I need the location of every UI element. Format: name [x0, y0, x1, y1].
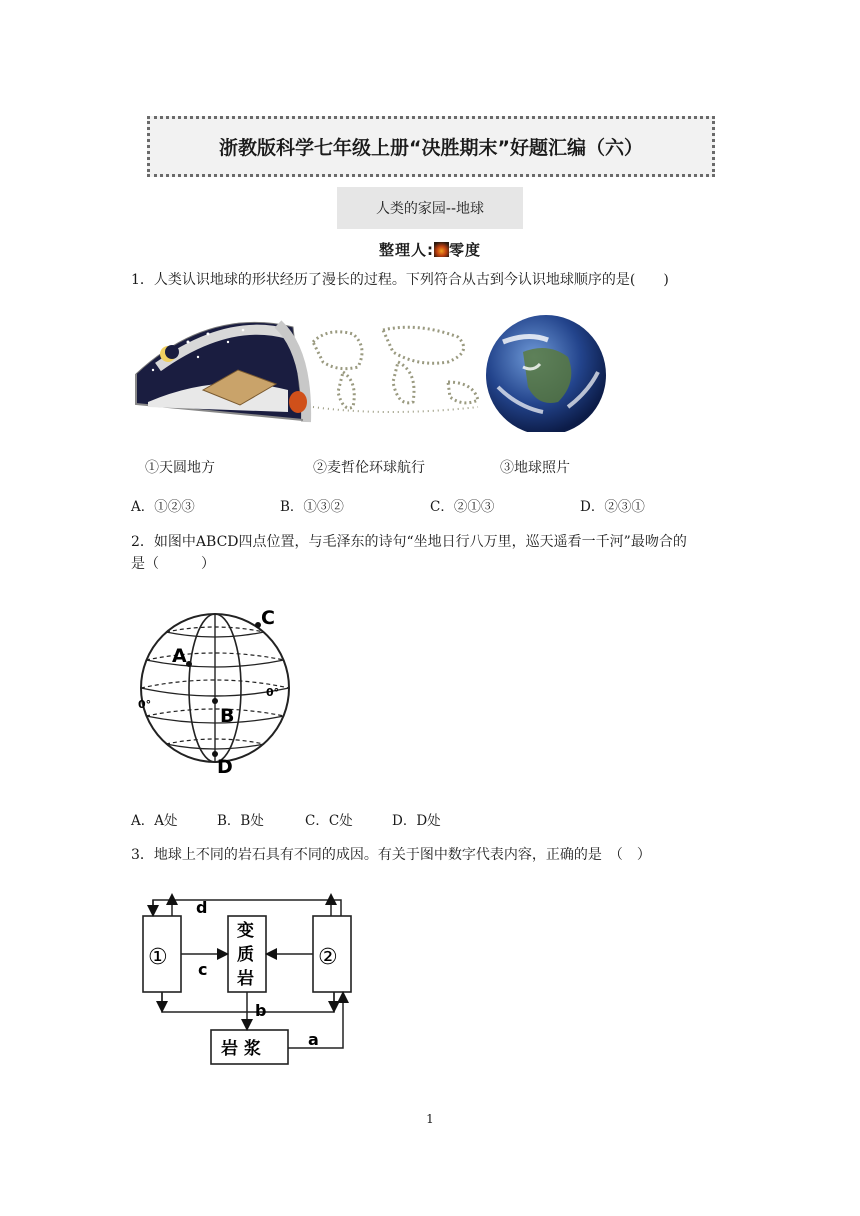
q2-option-a: A．A处 [131, 813, 178, 829]
earth-photo-illustration [486, 315, 606, 432]
q2-option-b: B．B处 [217, 813, 264, 829]
q1-option-b: B．①③② [280, 499, 344, 515]
globe-label-b: B [220, 705, 235, 727]
section-subtitle: 人类的家园--地球 [337, 187, 523, 229]
rock-box-2: ② [318, 945, 338, 970]
metamorphic-char-3: 岩 [237, 969, 254, 989]
question-2-stem-line2: 是（ ） [131, 556, 215, 572]
q2-option-d: D．D处 [392, 813, 441, 829]
q1-option-a: A．①②③ [131, 499, 195, 515]
compiler-name: 零度 [448, 241, 481, 259]
question-1-stem: 1．人类认识地球的形状经历了漫长的过程。下列符合从古到今认识地球顺序的是( ) [131, 272, 669, 288]
question-1-figure [128, 312, 608, 432]
q1-option-c: C．②①③ [430, 499, 495, 515]
globe-label-zero-right: 0° [266, 686, 280, 699]
q1-caption-3: ③地球照片 [500, 460, 570, 476]
page-number: 1 [426, 1112, 434, 1126]
compiler-label: 整理人: [378, 241, 434, 259]
arrow-label-c: c [198, 960, 208, 979]
compiler-line [0, 239, 860, 260]
globe-label-d: D [217, 756, 233, 778]
dome-illustration [136, 322, 307, 422]
globe-label-a: A [172, 645, 187, 667]
arrow-label-b: b [255, 1001, 267, 1020]
question-2-stem-line1: 2．如图中ABCD四点位置，与毛泽东的诗句“坐地日行八万里，巡天遥看一千河”最吻合的 [131, 534, 687, 550]
metamorphic-char-1: 变 [237, 921, 254, 941]
rock-box-1: ① [148, 945, 168, 970]
document-title: 浙教版科学七年级上册“决胜期末”好题汇编（六） [147, 116, 715, 177]
arrow-label-d: d [196, 898, 208, 917]
q1-option-d: D．②③① [580, 499, 645, 515]
globe-label-c: C [261, 607, 275, 629]
globe-diagram [136, 600, 306, 780]
rock-cycle-diagram [136, 888, 366, 1070]
world-map-illustration [313, 327, 478, 412]
q1-caption-2: ②麦哲伦环球航行 [313, 460, 425, 476]
q2-option-c: C．C处 [305, 813, 353, 829]
arrow-label-a: a [308, 1030, 319, 1049]
compiler-avatar-icon [434, 242, 449, 257]
q1-caption-1: ①天圆地方 [145, 460, 215, 476]
globe-label-zero-left: 0° [138, 698, 152, 711]
metamorphic-char-2: 质 [237, 945, 254, 965]
question-3-stem: 3．地球上不同的岩石具有不同的成因。有关于图中数字代表内容，正确的是 （ ） [131, 847, 651, 863]
magma-label: 岩 浆 [221, 1039, 261, 1059]
